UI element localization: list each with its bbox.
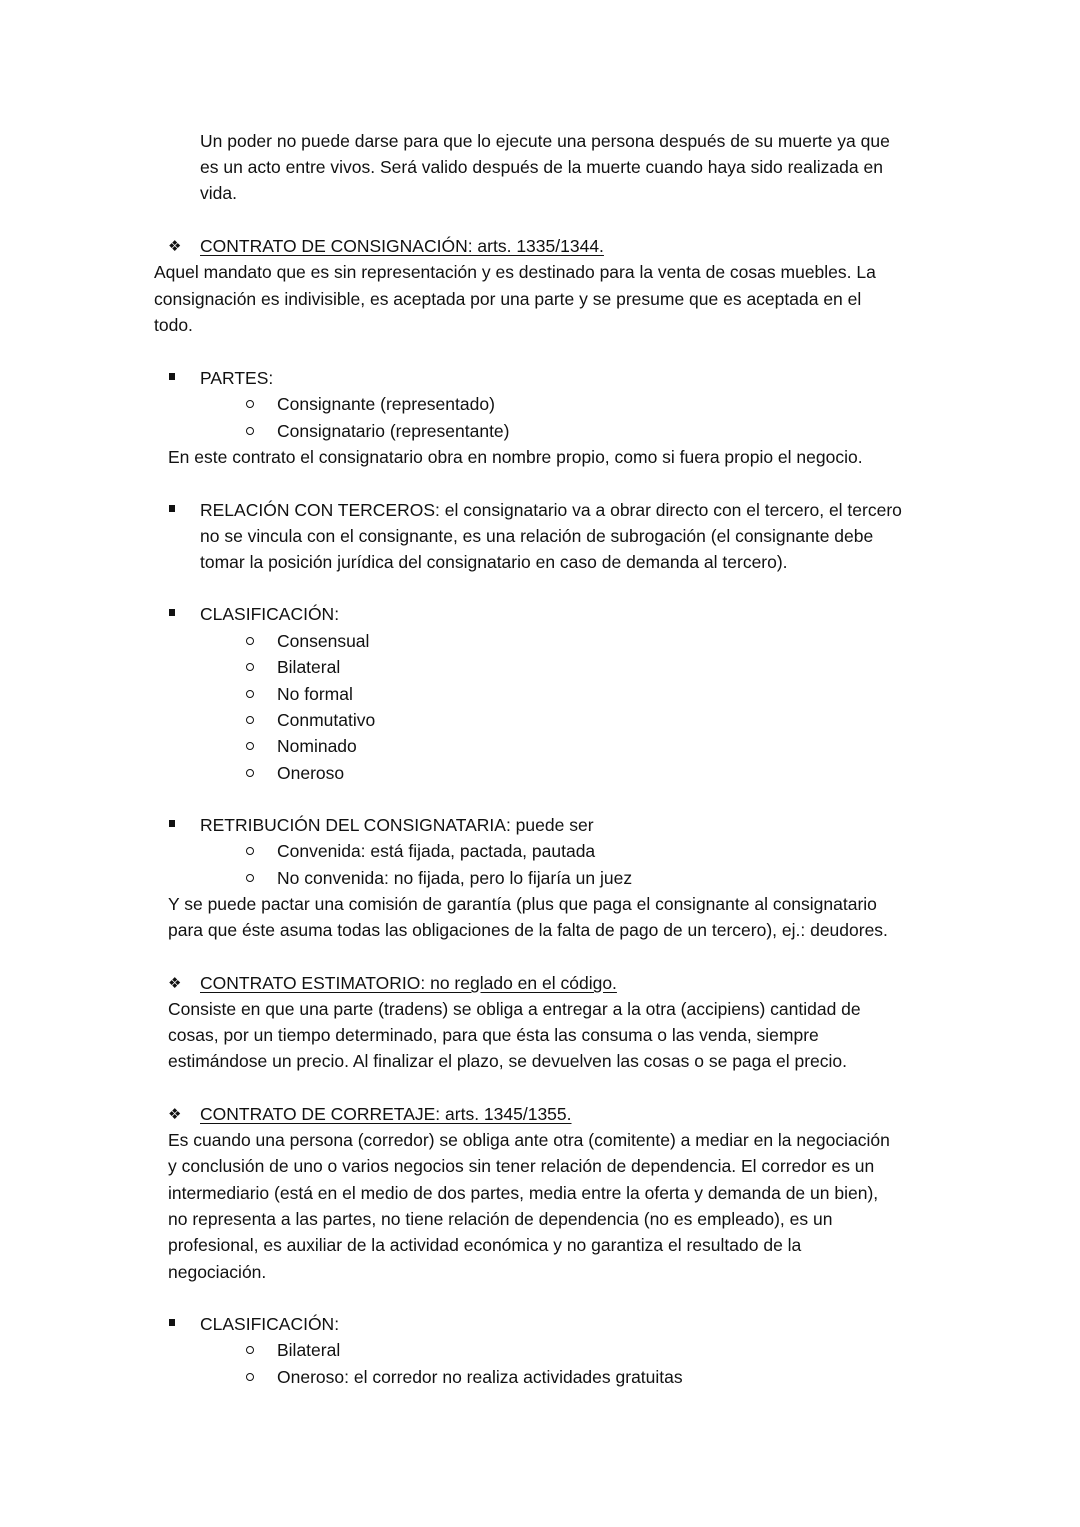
partes-note: En este contrato el consignatario obra en nombre propio, como si fuera propio el negocio. (168, 447, 863, 467)
corretaje-clasificacion-label: CLASIFICACIÓN: (200, 1314, 340, 1334)
corretaje-body-line: negociación. (168, 1262, 267, 1282)
circle-bullet-icon (246, 769, 254, 777)
square-bullet-icon (169, 609, 175, 616)
consignacion-body-line: Aquel mandato que es sin representación y es destinado para la venta de cosas muebles. La (154, 262, 876, 282)
corretaje-body-line: Es cuando una persona (corredor) se obliga ante otra (comitente) a mediar en la negociación (168, 1130, 890, 1150)
retribucion-item: No convenida: no fijada, pero lo fijaría un juez (277, 868, 633, 888)
circle-bullet-icon (246, 690, 254, 698)
circle-bullet-icon (246, 637, 254, 645)
terceros-line: no se vincula con el consignante, es una relación de subrogación (el consignante debe (200, 526, 874, 546)
clasificacion-item: Bilateral (277, 657, 341, 677)
estimatorio-body-line: Consiste en que una parte (tradens) se obliga a entregar a la otra (accipiens) cantidad de (168, 999, 861, 1019)
intro-line: Un poder no puede darse para que lo ejecute una persona después de su muerte ya que (200, 131, 890, 151)
clasificacion-item: Conmutativo (277, 710, 376, 730)
circle-bullet-icon (246, 427, 254, 435)
clasificacion-item: No formal (277, 684, 353, 704)
retribucion-item: Convenida: está fijada, pactada, pautada (277, 841, 596, 861)
circle-bullet-icon (246, 874, 254, 882)
consignacion-body-line: consignación es indivisible, es aceptada por una parte y se presume que es aceptada en el (154, 289, 862, 309)
corretaje-clasificacion-item: Oneroso: el corredor no realiza actividades gratuitas (277, 1367, 683, 1387)
corretaje-clasificacion-item: Bilateral (277, 1340, 341, 1360)
terceros-line: tomar la posición jurídica del consignatario en caso de demanda al tercero). (200, 552, 788, 572)
section-heading-estimatorio: CONTRATO ESTIMATORIO: no reglado en el código. (200, 973, 617, 993)
corretaje-body-line: no representa a las partes, no tiene relación de dependencia (no es empleado), es un (168, 1209, 833, 1229)
diamond-bullet-icon: ❖ (168, 1105, 182, 1123)
circle-bullet-icon (246, 716, 254, 724)
circle-bullet-icon (246, 1346, 254, 1354)
diamond-bullet-icon: ❖ (168, 237, 182, 255)
corretaje-body-line: profesional, es auxiliar de la actividad económica y no garantiza el resultado de la (168, 1235, 802, 1255)
partes-item: Consignante (representado) (277, 394, 495, 414)
terceros-line: RELACIÓN CON TERCEROS: el consignatario va a obrar directo con el tercero, el tercero (200, 500, 902, 520)
circle-bullet-icon (246, 847, 254, 855)
corretaje-body-line: y conclusión de uno o varios negocios sin tener relación de dependencia. El corredor es un (168, 1156, 875, 1176)
clasificacion-label: CLASIFICACIÓN: (200, 604, 340, 624)
circle-bullet-icon (246, 742, 254, 750)
clasificacion-item: Consensual (277, 631, 370, 651)
circle-bullet-icon (246, 663, 254, 671)
retribucion-note-line: para que éste asuma todas las obligaciones de la falta de pago de un tercero), ej.: deudores. (168, 920, 888, 940)
clasificacion-item: Oneroso (277, 763, 345, 783)
square-bullet-icon (169, 820, 175, 827)
retribucion-label: RETRIBUCIÓN DEL CONSIGNATARIA: puede ser (200, 815, 594, 835)
corretaje-body-line: intermediario (está en el medio de dos partes, media entre la oferta y demanda de un bien), (168, 1183, 879, 1203)
estimatorio-body-line: cosas, por un tiempo determinado, para que ésta las consuma o las venda, siempre (168, 1025, 819, 1045)
intro-line: es un acto entre vivos. Será valido después de la muerte cuando haya sido realizada en (200, 157, 883, 177)
partes-label: PARTES: (200, 368, 274, 388)
consignacion-body-line: todo. (154, 315, 193, 335)
section-heading-consignacion: CONTRATO DE CONSIGNACIÓN: arts. 1335/1344. (200, 236, 604, 256)
intro-line: vida. (200, 183, 237, 203)
partes-item: Consignatario (representante) (277, 421, 510, 441)
square-bullet-icon (169, 1319, 175, 1326)
circle-bullet-icon (246, 400, 254, 408)
circle-bullet-icon (246, 1373, 254, 1381)
diamond-bullet-icon: ❖ (168, 974, 182, 992)
estimatorio-body-line: estimándose un precio. Al finalizar el plazo, se devuelven las cosas o se paga el precio. (168, 1051, 848, 1071)
section-heading-corretaje: CONTRATO DE CORRETAJE: arts. 1345/1355. (200, 1104, 572, 1124)
square-bullet-icon (169, 373, 175, 380)
square-bullet-icon (169, 505, 175, 512)
clasificacion-item: Nominado (277, 736, 357, 756)
retribucion-note-line: Y se puede pactar una comisión de garantía (plus que paga el consignante al consignatario (168, 894, 877, 914)
